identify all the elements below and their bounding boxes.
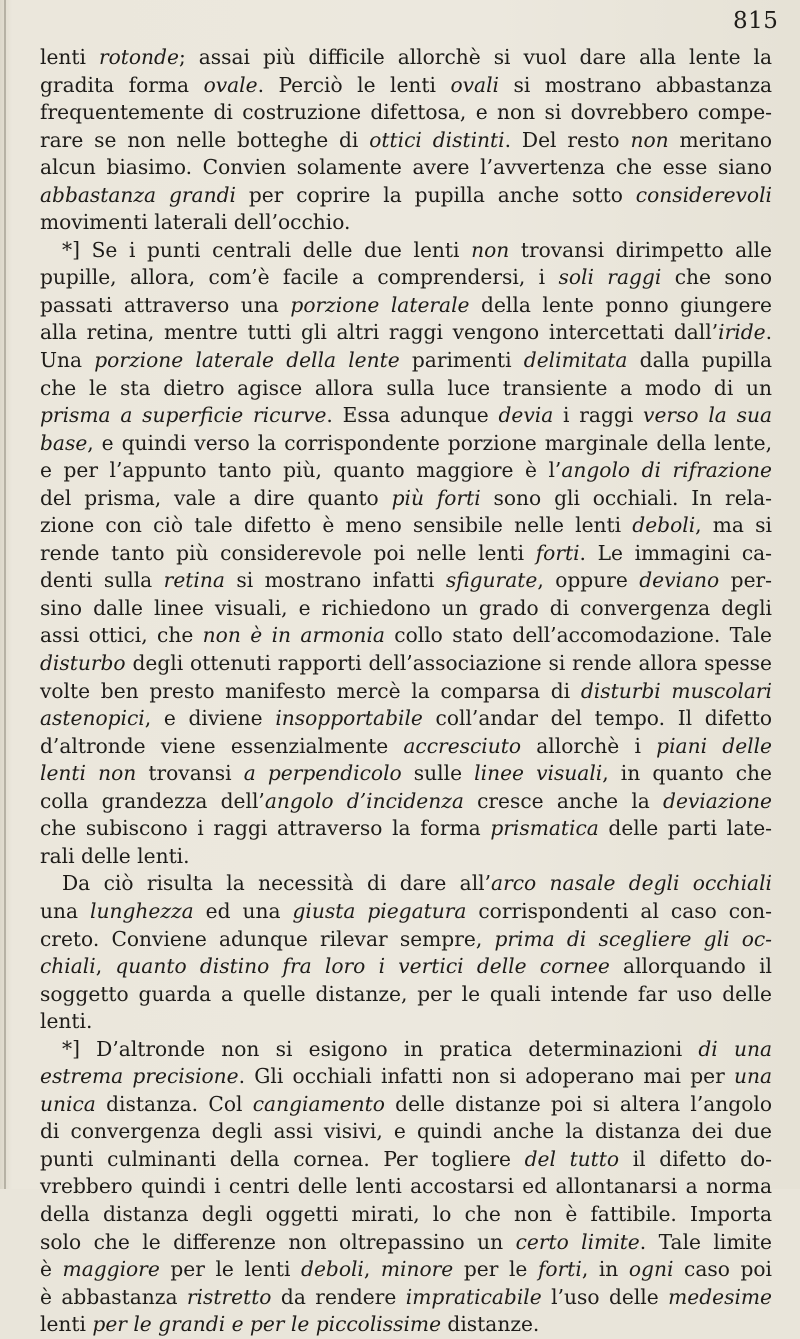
text-line: *] D’altronde non si esigono in pratica determinazioni di una (62, 1036, 772, 1061)
text-line: disturbo degli ottenuti rapporti dell’associazione si rende allora spesse (40, 651, 772, 676)
text-line: lenti non trovansi a perpendicolo sulle linee visuali, in quanto che (40, 761, 772, 786)
text-line: d’altronde viene essenzialmente accresciuto allorchè i piani delle (40, 733, 772, 758)
text-line: del prisma, vale a dire quanto più forti sono gli occhiali. In rela- (40, 485, 772, 510)
text-line: gradita forma ovale. Perciò le lenti ovali si mostrano abbastanza (40, 72, 772, 97)
text-line: denti sulla retina si mostrano infatti sfigurate, oppure deviano per- (40, 568, 772, 593)
text-line: Una porzione laterale della lente parimenti delimitata dalla pupilla (40, 348, 773, 373)
text-line: unica distanza. Col cangiamento delle distanze poi si altera l’angolo (40, 1091, 772, 1116)
text-line: soggetto guarda a quelle distanze, per le quali intende far uso delle (40, 981, 772, 1006)
text-line: lenti. (40, 1009, 93, 1034)
text-line: assi ottici, che non è in armonia collo stato dell’accomodazione. Tale (40, 623, 772, 648)
text-line: che subiscono i raggi attraverso la forma prismatica delle parti late- (40, 816, 772, 841)
text-line: passati attraverso una porzione laterale della lente ponno giungere (40, 292, 772, 317)
text-line: è abbastanza ristretto da rendere impraticabile l’uso delle medesime (40, 1284, 772, 1309)
text-line: Da ciò risulta la necessità di dare all’arco nasale degli occhiali (62, 871, 772, 896)
text-line: astenopici, e diviene insopportabile coll’andar del tempo. Il difetto (40, 706, 772, 731)
text-line: volte ben presto manifesto mercè la comparsa di disturbi muscolari (40, 678, 772, 703)
text-line: frequentemente di costruzione difettosa, e non si dovrebbero compe- (40, 100, 772, 125)
text-line: alla retina, mentre tutti gli altri raggi vengono intercettati dall’iride. (40, 320, 772, 345)
text-line: zione con ciò tale difetto è meno sensibile nelle lenti deboli, ma si (40, 513, 772, 538)
binding-edge (4, 0, 6, 1189)
text-line: di convergenza degli assi visivi, e quindi anche la distanza dei due (40, 1119, 772, 1144)
text-line: creto. Conviene adunque rilevar sempre, prima di scegliere gli oc- (40, 926, 772, 951)
text-line: rende tanto più considerevole poi nelle lenti forti. Le immagini ca- (40, 540, 772, 565)
text-line: lenti rotonde; assai più difficile allorchè si vuol dare alla lente la (40, 45, 772, 69)
text-line: base, e quindi verso la corrispondente porzione marginale della lente, (40, 430, 772, 455)
text-line: una lunghezza ed una giusta piegatura corrispondenti al caso con- (40, 898, 772, 923)
text-line: solo che le differenze non oltrepassino un certo limite. Tale limite (40, 1229, 772, 1254)
text-line: colla grandezza dell’angolo d’incidenza cresce anche la deviazione (40, 788, 772, 813)
text-line: lenti per le grandi e per le piccolissime distanze. (40, 1312, 540, 1337)
text-line: punti culminanti della cornea. Per togliere del tutto il difetto do- (40, 1146, 772, 1171)
text-line: abbastanza grandi per coprire la pupilla anche sotto considerevoli (40, 182, 772, 207)
text-line: della distanza degli oggetti mirati, lo che non è fattibile. Importa (40, 1201, 772, 1226)
text-line: prisma a superficie ricurve. Essa adunque devia i raggi verso la sua (40, 403, 773, 428)
text-line: chiali, quanto distino fra loro i vertici delle cornee allorquando il (40, 954, 772, 979)
body-text (40, 44, 772, 1339)
text-line: vrebbero quindi i centri delle lenti accostarsi ed allontanarsi a norma (40, 1174, 772, 1199)
text-line: estrema precisione. Gli occhiali infatti non si adoperano mai per una (40, 1064, 772, 1089)
text-line: sino dalle linee visuali, e richiedono un grado di convergenza degli (40, 595, 772, 620)
text-line: *] Se i punti centrali delle due lenti non trovansi dirimpetto alle (62, 237, 773, 262)
text-line: è maggiore per le lenti deboli, minore per le forti, in ogni caso poi (40, 1257, 772, 1282)
text-line: che le sta dietro agisce allora sulla luce transiente a modo di un (40, 375, 772, 400)
page-number: 815 (733, 8, 779, 34)
text-line: rare se non nelle botteghe di ottici distinti. Del resto non meritano (40, 127, 772, 152)
text-line: alcun biasimo. Convien solamente avere l’avvertenza che esse siano (40, 155, 772, 180)
text-line: movimenti laterali dell’occhio. (40, 210, 351, 235)
text-line: pupille, allora, com’è facile a comprendersi, i soli raggi che sono (40, 265, 773, 290)
text-line: rali delle lenti. (40, 843, 190, 868)
text-line: e per l’appunto tanto più, quanto maggiore è l’angolo di rifrazione (40, 458, 772, 483)
